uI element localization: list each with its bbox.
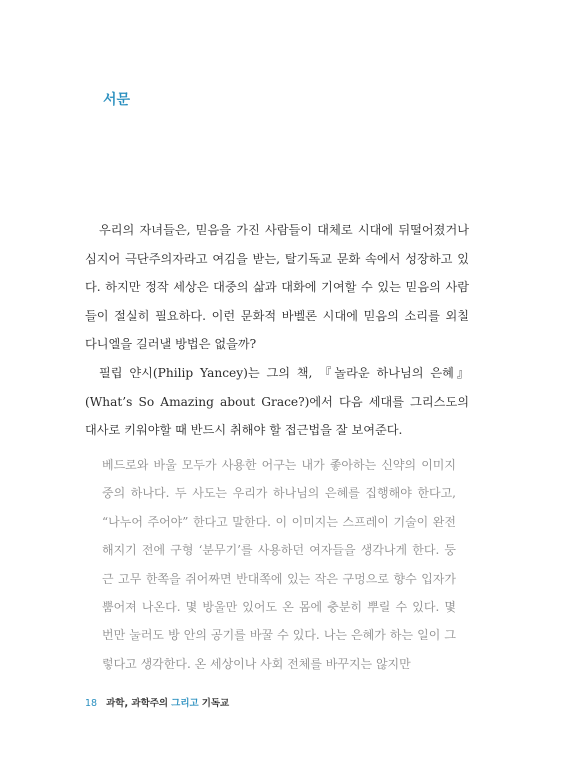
page-footer (85, 695, 229, 709)
block-quote (102, 451, 456, 678)
page-number: 18 (85, 698, 98, 709)
body-text (85, 216, 469, 445)
running-title-part-1: 과학, 과학주의 (106, 698, 169, 709)
running-title-part-2: 그리고 (171, 698, 199, 709)
running-title-part-3: 기독교 (201, 698, 230, 709)
body-paragraph-2: 필립 얀시(Philip Yancey)는 그의 책, 『놀라운 하나님의 은혜』(What’s So Amazing about Grace?)에서 다음 세대를 그리스도의 대사로 키워야할 때 반드시 취해야 할 접근법을 잘 보여준다. (85, 365, 469, 438)
body-paragraph-1: 우리의 자녀들은, 믿음을 가진 사람들이 대체로 시대에 뒤떨어졌거나 심지어 극단주의자라고 여김을 받는, 탈기독교 문화 속에서 성장하고 있다. 하지만 정작 세상은 대중의 삶과 대화에 기여할 수 있는 믿음의 사람들이 절실히 필요하다. 이런 문화적 바벨론 시대에 믿음의 소리를 외칠 다니엘을 길러낼 방법은 없을까? (85, 223, 469, 352)
quote-paragraph: 베드로와 바울 모두가 사용한 어구는 내가 좋아하는 신약의 이미지 중의 하나다. 두 사도는 우리가 하나님의 은혜를 집행해야 한다고, “나누어 주어야” 한다고 말한다. 이 이미지는 스프레이 기술이 완전 해지기 전에 구형 ‘분무기’를 사용하던 여자들을 생각나게 한다. 둥근 고무 한쪽을 쥐어짜면 반대쪽에 있는 작은 구멍으로 향수 입자가 뿜어져 나온다. 몇 방울만 있어도 온 몸에 충분히 뿌릴 수 있다. 몇 번만 눌러도 방 안의 공기를 바꿀 수 있다. 나는 은혜가 하는 일이 그렇다고 생각한다. 온 세상이나 사회 전체를 바꾸지는 않지만 (102, 458, 456, 671)
section-heading: 서문 (103, 92, 131, 108)
